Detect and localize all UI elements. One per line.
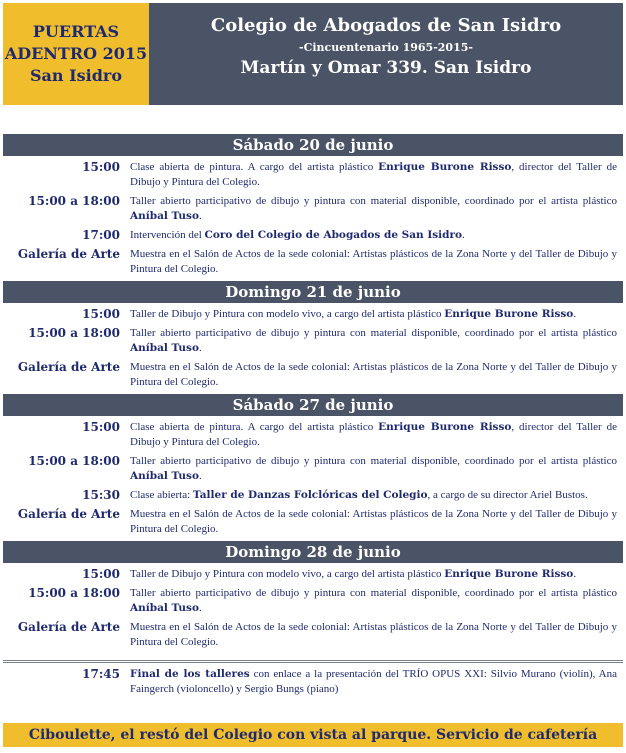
- event-highlight: Aníbal Tuso: [130, 210, 199, 222]
- event-row: [3, 416, 623, 450]
- event-text-end: , a cargo de su director Ariel Bustos.: [427, 489, 588, 501]
- event-row: [3, 582, 623, 616]
- event-text: Intervención del: [130, 229, 205, 241]
- event-text: Taller abierto participativo de dibujo y pintura con material disponible, coordinado por el artista plástico: [130, 195, 617, 207]
- badge-line-1: PUERTAS: [32, 22, 120, 41]
- event-row: [3, 224, 623, 243]
- event-text: Muestra en el Salón de Actos de la sede colonial: Artistas plásticos de la Zona Norte y del Taller de Dibujo y Pintura del Colegio.: [130, 248, 617, 275]
- event-description: [130, 488, 623, 503]
- page-title: Colegio de Abogados de San Isidro: [210, 15, 562, 36]
- address: Martín y Omar 339. San Isidro: [240, 58, 532, 78]
- event-time: 17:00: [82, 228, 120, 242]
- event-text: Clase abierta de pintura. A cargo del artista plástico: [130, 161, 379, 173]
- event-row: [3, 322, 623, 356]
- day-header: Sábado 27 de junio: [3, 394, 623, 416]
- event-text: Muestra en el Salón de Actos de la sede colonial: Artistas plásticos de la Zona Norte y del Taller de Dibujo y Pintura del Colegio.: [130, 508, 617, 535]
- event-row: [3, 616, 623, 650]
- event-description: [130, 326, 623, 356]
- event-time: 15:00 a 18:00: [28, 194, 120, 208]
- event-time: Galería de Arte: [17, 507, 120, 521]
- event-text-end: .: [198, 470, 202, 482]
- event-time: 15:00 a 18:00: [28, 586, 120, 600]
- event-badge: [3, 3, 149, 105]
- event-description: [130, 360, 623, 390]
- event-text: Muestra en el Salón de Actos de la sede colonial: Artistas plásticos de la Zona Norte y del Taller de Dibujo y Pintura del Colegio.: [130, 361, 617, 388]
- event-time: Galería de Arte: [17, 360, 120, 374]
- event-highlight: Enrique Burone Risso: [444, 308, 574, 320]
- event-text-end: .: [198, 210, 202, 222]
- badge-line-3: San Isidro: [30, 66, 122, 85]
- event-time: Galería de Arte: [17, 247, 120, 261]
- header-main: [149, 3, 623, 105]
- closing-text: con enlace a la presentación del TRÍO OPUS XXI: Silvio Murano (violín), Ana Faingerch (violoncello) y Sergio Bungs (piano): [130, 668, 617, 695]
- event-description: [130, 586, 623, 616]
- event-description: [130, 194, 623, 224]
- closing-row: [3, 663, 623, 697]
- event-text: Taller de Dibujo y Pintura con modelo vivo, a cargo del artista plástico: [130, 308, 445, 320]
- schedule: [3, 134, 623, 697]
- event-text: Taller abierto participativo de dibujo y pintura con material disponible, coordinado por el artista plástico: [130, 587, 617, 599]
- event-row: [3, 303, 623, 322]
- event-description: [130, 420, 623, 450]
- event-description: [130, 454, 623, 484]
- event-text-end: .: [573, 308, 577, 320]
- footer-banner: Ciboulette, el restó del Colegio con vista al parque. Servicio de cafetería: [3, 723, 623, 747]
- event-description: [130, 247, 623, 277]
- event-text-end: .: [198, 342, 202, 354]
- event-time: 15:00: [82, 160, 120, 174]
- event-text-end: .: [462, 229, 465, 241]
- event-text-end: , director del Taller de Dibujo y Pintura del Colegio.: [130, 161, 617, 188]
- event-text-end: .: [573, 568, 577, 580]
- event-highlight: Enrique Burone Risso: [444, 568, 574, 580]
- event-description: [130, 567, 623, 582]
- event-time: 15:00 a 18:00: [28, 454, 120, 468]
- event-highlight: Coro del Colegio de Abogados de San Isidro: [204, 229, 463, 241]
- day-header: Domingo 21 de junio: [3, 281, 623, 303]
- event-row: [3, 484, 623, 503]
- event-description: [130, 228, 623, 243]
- event-row: [3, 190, 623, 224]
- event-highlight: Aníbal Tuso: [130, 470, 199, 482]
- event-row: [3, 156, 623, 190]
- closing-description: [130, 667, 623, 697]
- event-text-end: , director del Taller de Dibujo y Pintura del Colegio.: [130, 421, 617, 448]
- event-text: Muestra en el Salón de Actos de la sede colonial: Artistas plásticos de la Zona Norte y del Taller de Dibujo y Pintura del Colegio.: [130, 621, 617, 648]
- event-row: [3, 243, 623, 277]
- event-row: [3, 356, 623, 390]
- event-row: [3, 563, 623, 582]
- event-description: [130, 307, 623, 322]
- header: [3, 3, 623, 105]
- event-time: 15:00: [82, 420, 120, 434]
- page-subtitle: -Cincuentenario 1965-2015-: [299, 41, 473, 54]
- event-time: 15:00: [82, 567, 120, 581]
- event-highlight: Enrique Burone Risso: [378, 161, 512, 173]
- closing-highlight: Final de los talleres: [130, 668, 250, 680]
- event-text: Taller de Dibujo y Pintura con modelo vivo, a cargo del artista plástico: [130, 568, 445, 580]
- closing-time: 17:45: [82, 667, 120, 681]
- event-text: Taller abierto participativo de dibujo y pintura con material disponible, coordinado por el artista plástico: [130, 455, 617, 467]
- day-header: Domingo 28 de junio: [3, 541, 623, 563]
- event-time: 15:30: [82, 488, 120, 502]
- event-text: Clase abierta:: [130, 489, 193, 501]
- event-description: [130, 620, 623, 650]
- event-row: [3, 503, 623, 537]
- event-description: [130, 160, 623, 190]
- event-highlight: Aníbal Tuso: [130, 342, 199, 354]
- event-row: [3, 450, 623, 484]
- event-time: 15:00 a 18:00: [28, 326, 120, 340]
- badge-line-2: ADENTRO 2015: [4, 44, 148, 63]
- event-time: Galería de Arte: [17, 620, 120, 634]
- event-highlight: Taller de Danzas Folclóricas del Colegio: [192, 489, 428, 501]
- event-description: [130, 507, 623, 537]
- day-header: Sábado 20 de junio: [3, 134, 623, 156]
- event-highlight: Aníbal Tuso: [130, 602, 199, 614]
- event-text-end: .: [198, 602, 202, 614]
- event-text: Taller abierto participativo de dibujo y pintura con material disponible, coordinado por el artista plástico: [130, 327, 617, 339]
- event-text: Clase abierta de pintura. A cargo del artista plástico: [130, 421, 379, 433]
- event-highlight: Enrique Burone Risso: [378, 421, 512, 433]
- spacer: [3, 650, 623, 654]
- event-time: 15:00: [82, 307, 120, 321]
